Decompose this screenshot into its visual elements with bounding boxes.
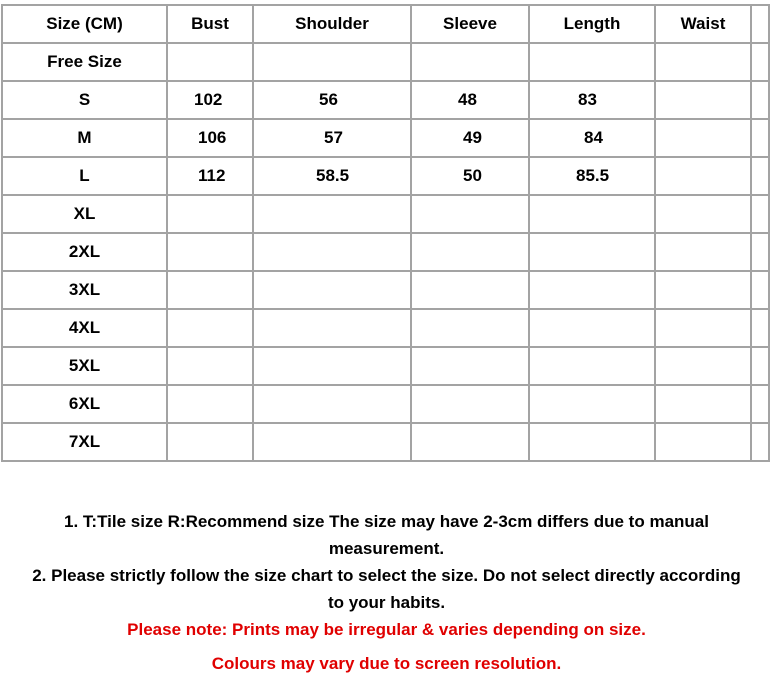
header-length: Length (529, 5, 655, 43)
table-row (2, 195, 769, 233)
extra-cell (751, 385, 769, 423)
bust-cell: 106 (167, 119, 253, 157)
size-cell: 3XL (2, 271, 167, 309)
length-cell (529, 271, 655, 309)
sleeve-cell (411, 385, 529, 423)
waist-cell (655, 119, 751, 157)
waist-cell (655, 233, 751, 271)
length-cell (529, 347, 655, 385)
bust-cell (167, 271, 253, 309)
table-row (2, 309, 769, 347)
length-cell (529, 43, 655, 81)
shoulder-cell: 58.5 (253, 157, 411, 195)
note-1: 1. T:Tile size R:Recommend size The size may have 2-3cm differs due to manual measurement. (64, 512, 709, 558)
shoulder-cell (253, 423, 411, 461)
shoulder-cell (253, 195, 411, 233)
extra-cell (751, 5, 769, 43)
waist-cell (655, 43, 751, 81)
extra-cell (751, 233, 769, 271)
waist-cell (655, 347, 751, 385)
table-row (2, 157, 769, 195)
size-cell: XL (2, 195, 167, 233)
size-chart-table (1, 4, 770, 462)
waist-cell (655, 271, 751, 309)
sleeve-cell: 48 (411, 81, 529, 119)
table-row (2, 81, 769, 119)
length-cell: 83 (529, 81, 655, 119)
header-sleeve: Sleeve (411, 5, 529, 43)
bust-cell (167, 385, 253, 423)
extra-cell (751, 157, 769, 195)
size-cell: 2XL (2, 233, 167, 271)
length-cell (529, 195, 655, 233)
sleeve-cell (411, 423, 529, 461)
warning-colours: Colours may vary due to screen resolution. (211, 654, 562, 673)
shoulder-cell (253, 309, 411, 347)
extra-cell (751, 43, 769, 81)
table-row (2, 423, 769, 461)
waist-cell (655, 157, 751, 195)
extra-cell (751, 271, 769, 309)
length-cell (529, 423, 655, 461)
length-cell (529, 385, 655, 423)
sleeve-cell (411, 233, 529, 271)
size-cell: 5XL (2, 347, 167, 385)
table-row (2, 43, 769, 81)
sleeve-cell: 50 (411, 157, 529, 195)
warning-prints: Please note: Prints may be irregular & varies depending on size. (127, 620, 646, 639)
waist-cell (655, 195, 751, 233)
header-bust: Bust (167, 5, 253, 43)
size-notes (0, 508, 773, 677)
bust-cell (167, 233, 253, 271)
table-header-row (2, 5, 769, 43)
bust-cell (167, 195, 253, 233)
table-row (2, 233, 769, 271)
sleeve-cell (411, 43, 529, 81)
waist-cell (655, 385, 751, 423)
extra-cell (751, 81, 769, 119)
size-cell: 7XL (2, 423, 167, 461)
sleeve-cell (411, 271, 529, 309)
note-2: 2. Please strictly follow the size chart to select the size. Do not select directly according to your habits. (32, 566, 741, 612)
size-cell: M (2, 119, 167, 157)
size-cell: Free Size (2, 43, 167, 81)
shoulder-cell (253, 385, 411, 423)
sleeve-cell (411, 309, 529, 347)
table-row (2, 119, 769, 157)
sleeve-cell (411, 347, 529, 385)
bust-cell (167, 423, 253, 461)
sleeve-cell (411, 195, 529, 233)
table-row (2, 385, 769, 423)
bust-cell (167, 347, 253, 385)
length-cell: 85.5 (529, 157, 655, 195)
table-row (2, 271, 769, 309)
length-cell (529, 309, 655, 347)
size-cell: L (2, 157, 167, 195)
bust-cell: 102 (167, 81, 253, 119)
shoulder-cell (253, 233, 411, 271)
shoulder-cell: 56 (253, 81, 411, 119)
shoulder-cell (253, 347, 411, 385)
header-shoulder: Shoulder (253, 5, 411, 43)
shoulder-cell (253, 43, 411, 81)
extra-cell (751, 195, 769, 233)
length-cell: 84 (529, 119, 655, 157)
extra-cell (751, 423, 769, 461)
table-row (2, 347, 769, 385)
extra-cell (751, 347, 769, 385)
length-cell (529, 233, 655, 271)
header-waist: Waist (655, 5, 751, 43)
extra-cell (751, 309, 769, 347)
bust-cell: 112 (167, 157, 253, 195)
shoulder-cell: 57 (253, 119, 411, 157)
extra-cell (751, 119, 769, 157)
bust-cell (167, 309, 253, 347)
waist-cell (655, 309, 751, 347)
sleeve-cell: 49 (411, 119, 529, 157)
size-cell: S (2, 81, 167, 119)
waist-cell (655, 81, 751, 119)
size-cell: 4XL (2, 309, 167, 347)
bust-cell (167, 43, 253, 81)
waist-cell (655, 423, 751, 461)
size-cell: 6XL (2, 385, 167, 423)
shoulder-cell (253, 271, 411, 309)
header-size: Size (CM) (2, 5, 167, 43)
